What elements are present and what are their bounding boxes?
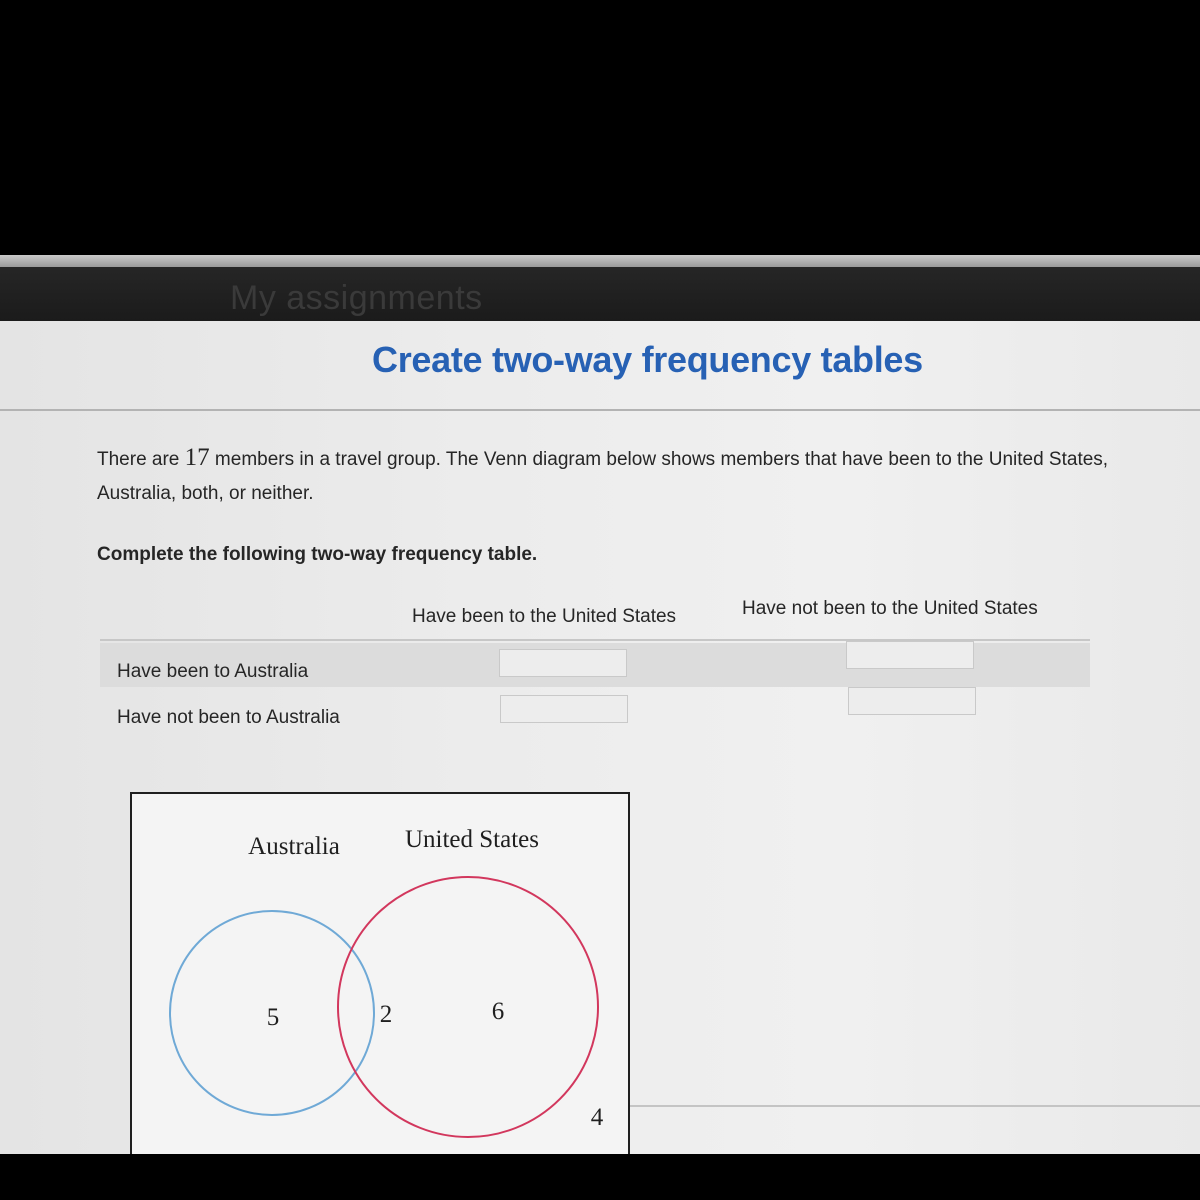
answer-input-not-australia-us[interactable] (500, 695, 628, 723)
australia-only-count: 5 (266, 1004, 280, 1031)
row-header-been-to-australia: Have been to Australia (117, 661, 309, 682)
row-header-not-been-to-australia: Have not been to Australia (117, 707, 340, 728)
australia-label: Australia (248, 833, 340, 860)
problem-statement (97, 441, 1157, 511)
united-states-label: United States (404, 826, 540, 853)
title-divider (0, 409, 1200, 411)
column-header-been-to-us: Have been to the United States (412, 606, 677, 627)
answer-input-australia-not-us[interactable] (846, 641, 974, 669)
nav-my-assignments-link[interactable]: My assignments (230, 279, 483, 317)
page-title: Create two-way frequency tables (372, 339, 923, 380)
venn-diagram-graphic (132, 794, 628, 1174)
column-header-not-been-to-us: Have not been to the United States (742, 598, 1038, 619)
neither-count: 4 (590, 1104, 604, 1131)
answer-input-australia-us[interactable] (499, 649, 627, 677)
screen-bottom-bezel (0, 1154, 1200, 1200)
answer-input-not-australia-not-us[interactable] (848, 687, 976, 715)
assignment-content (0, 321, 1200, 1154)
united-states-circle (338, 877, 598, 1137)
top-navigation-bar (0, 267, 1200, 321)
both-count: 2 (379, 1001, 393, 1028)
instruction-text: Complete the following two-way frequency table. (97, 544, 538, 565)
page-divider (626, 1105, 1200, 1107)
screen-bezel-strip (0, 255, 1200, 267)
member-count: 17 (184, 444, 210, 471)
problem-text-start: There are (97, 449, 185, 470)
united-states-only-count: 6 (491, 998, 505, 1025)
problem-text-end: members in a travel group. The Venn diagram below shows members that have been to the United States, Australia, both, or neither. (97, 449, 1109, 504)
venn-diagram (130, 792, 630, 1176)
